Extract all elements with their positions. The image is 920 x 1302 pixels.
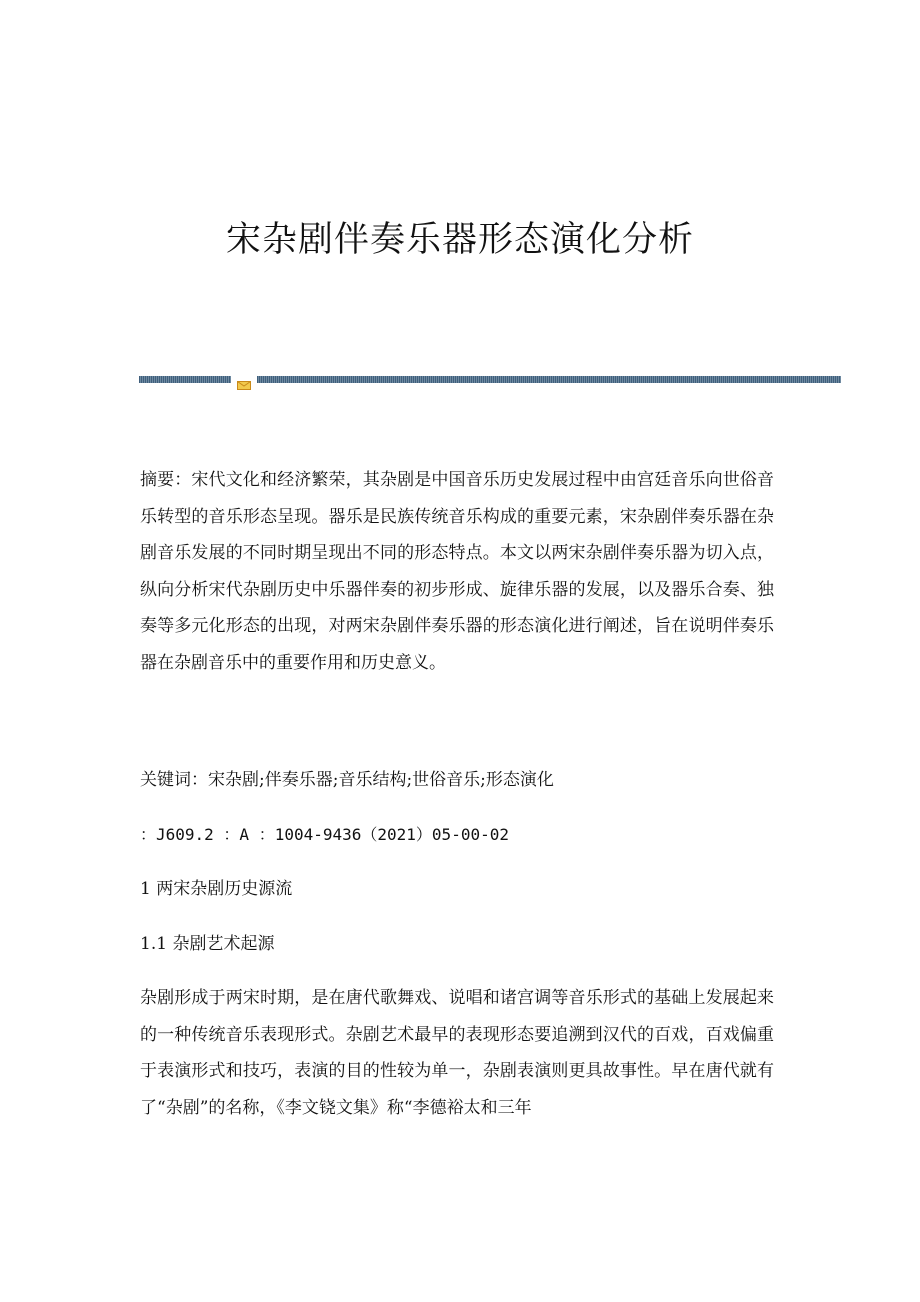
document-title: 宋杂剧伴奏乐器形态演化分析	[225, 220, 694, 260]
section-heading: 1 两宋杂剧历史源流	[140, 879, 293, 899]
title-divider	[139, 375, 841, 384]
classification-line: ：J609.2 ：A ：1004-9436（2021）05-00-02	[140, 824, 509, 844]
document-body	[140, 462, 774, 1126]
envelope-icon	[237, 375, 251, 384]
divider-bar-left	[139, 376, 231, 383]
divider-bar-right	[257, 376, 841, 383]
subsection-heading: 1.1 杂剧艺术起源	[140, 933, 275, 954]
keywords-line: 关键词：宋杂剧;伴奏乐器;音乐结构;世俗音乐;形态演化	[140, 770, 554, 790]
body-paragraph: 杂剧形成于两宋时期，是在唐代歌舞戏、说唱和诸宫调等音乐形式的基础上发展起来的一种传统音乐表现形式。杂剧艺术最早的表现形态要追溯到汉代的百戏，百戏偏重于表演形式和技巧，表演的目的性较为单一，杂剧表演则更具故事性。早在唐代就有了“杂剧”的名称，《李文铙文集》称“李德裕太和三年	[140, 988, 774, 1118]
abstract-paragraph: 摘要：宋代文化和经济繁荣，其杂剧是中国音乐历史发展过程中由宫廷音乐向世俗音乐转型的音乐形态呈现。器乐是民族传统音乐构成的重要元素，宋杂剧伴奏乐器在杂剧音乐发展的不同时期呈现出不同的形态特点。本文以两宋杂剧伴奏乐器为切入点，纵向分析宋代杂剧历史中乐器伴奏的初步形成、旋律乐器的发展，以及器乐合奏、独奏等多元化形态的出现，对两宋杂剧伴奏乐器的形态演化进行阐述，旨在说明伴奏乐器在杂剧音乐中的重要作用和历史意义。	[140, 470, 774, 673]
